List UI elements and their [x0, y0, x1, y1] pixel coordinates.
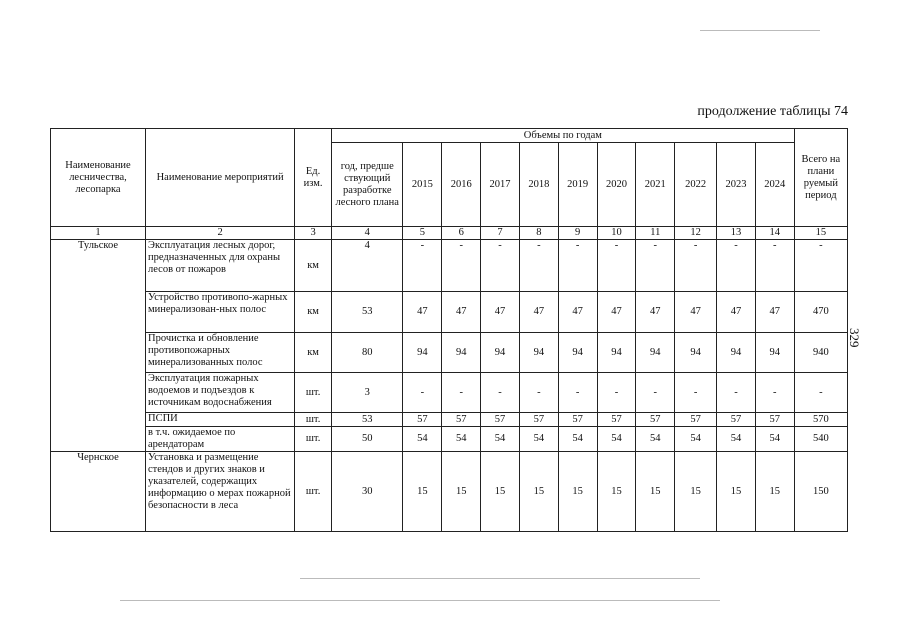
year-value: - [717, 240, 756, 292]
column-number: 3 [295, 227, 332, 240]
year-value: - [558, 373, 597, 413]
year-value: - [755, 373, 794, 413]
total-value: 150 [794, 452, 847, 532]
header-year: 2019 [558, 143, 597, 227]
header-year: 2024 [755, 143, 794, 227]
year-value: 54 [481, 427, 520, 452]
column-number: 9 [558, 227, 597, 240]
year-value: - [403, 373, 442, 413]
header-forestry: Наименование лесничества, лесопарка [51, 129, 146, 227]
year-value: 15 [717, 452, 756, 532]
year-value: - [636, 240, 675, 292]
year-value: 54 [636, 427, 675, 452]
column-number: 8 [519, 227, 558, 240]
header-year: 2022 [675, 143, 717, 227]
year-value: - [675, 373, 717, 413]
table-row [51, 373, 848, 413]
column-number: 5 [403, 227, 442, 240]
year-value: 94 [558, 333, 597, 373]
year-value: 94 [403, 333, 442, 373]
year-value: 94 [481, 333, 520, 373]
year-value: 57 [558, 413, 597, 427]
year-value: 47 [558, 292, 597, 333]
header-year: 2020 [597, 143, 636, 227]
activity-name: в т.ч. ожидаемое по арендаторам [146, 427, 295, 452]
scan-noise [120, 600, 720, 601]
year-value: 47 [717, 292, 756, 333]
year-value: 15 [597, 452, 636, 532]
year-value: 15 [442, 452, 481, 532]
table-row [51, 413, 848, 427]
header-year: 2018 [519, 143, 558, 227]
table-row [51, 427, 848, 452]
year-value: 47 [755, 292, 794, 333]
header-total: Всего на плани руемый период [794, 129, 847, 227]
year-value: 15 [558, 452, 597, 532]
scan-noise [300, 578, 700, 579]
column-number: 4 [331, 227, 403, 240]
year-value: - [717, 373, 756, 413]
activity-name: ПСПИ [146, 413, 295, 427]
column-number: 15 [794, 227, 847, 240]
base-year-value: 50 [331, 427, 403, 452]
unit-cell: шт. [295, 413, 332, 427]
column-number: 10 [597, 227, 636, 240]
column-number: 11 [636, 227, 675, 240]
year-value: 94 [442, 333, 481, 373]
forestry-name: Тульское [51, 240, 146, 452]
column-number: 14 [755, 227, 794, 240]
column-number: 7 [481, 227, 520, 240]
year-value: 15 [403, 452, 442, 532]
year-value: - [442, 240, 481, 292]
column-number: 1 [51, 227, 146, 240]
base-year-value: 30 [331, 452, 403, 532]
total-value: 540 [794, 427, 847, 452]
year-value: 54 [597, 427, 636, 452]
year-value: - [481, 373, 520, 413]
header-year: 2017 [481, 143, 520, 227]
year-value: 54 [403, 427, 442, 452]
column-number: 6 [442, 227, 481, 240]
year-value: 57 [675, 413, 717, 427]
year-value: - [675, 240, 717, 292]
table-continuation-caption: продолжение таблицы 74 [697, 104, 848, 119]
header-activity: Наименование мероприятий [146, 129, 295, 227]
table-row [51, 292, 848, 333]
year-value: - [597, 240, 636, 292]
year-value: 47 [519, 292, 558, 333]
year-value: 94 [519, 333, 558, 373]
year-value: 15 [481, 452, 520, 532]
unit-cell: шт. [295, 427, 332, 452]
scan-noise [700, 30, 820, 31]
fire-safety-measures-table [50, 128, 848, 532]
year-value: 94 [755, 333, 794, 373]
activity-name: Эксплуатация пожарных водоемов и подъездов к источникам водоснабжения [146, 373, 295, 413]
year-value: 94 [636, 333, 675, 373]
table-row [51, 333, 848, 373]
base-year-value: 3 [331, 373, 403, 413]
base-year-value: 53 [331, 292, 403, 333]
column-number: 12 [675, 227, 717, 240]
activity-name: Прочистка и обновление противопожарных минерализованных полос [146, 333, 295, 373]
table-row [51, 240, 848, 292]
year-value: 94 [675, 333, 717, 373]
year-value: - [519, 240, 558, 292]
year-value: - [597, 373, 636, 413]
year-value: 54 [519, 427, 558, 452]
year-value: 47 [481, 292, 520, 333]
year-value: - [519, 373, 558, 413]
year-value: - [558, 240, 597, 292]
year-value: - [481, 240, 520, 292]
year-value: 57 [403, 413, 442, 427]
year-value: 57 [636, 413, 675, 427]
year-value: 54 [442, 427, 481, 452]
header-year: 2023 [717, 143, 756, 227]
year-value: 47 [636, 292, 675, 333]
total-value: 470 [794, 292, 847, 333]
header-year: 2021 [636, 143, 675, 227]
header-year: 2016 [442, 143, 481, 227]
year-value: 57 [442, 413, 481, 427]
unit-cell: шт. [295, 452, 332, 532]
year-value: 47 [675, 292, 717, 333]
base-year-value: 4 [331, 240, 403, 292]
year-value: 57 [519, 413, 558, 427]
year-value: 15 [755, 452, 794, 532]
year-value: 57 [755, 413, 794, 427]
year-value: - [755, 240, 794, 292]
year-value: 54 [717, 427, 756, 452]
year-value: 57 [597, 413, 636, 427]
total-value: 570 [794, 413, 847, 427]
activity-name: Эксплуатация лесных дорог, предназначенных для охраны лесов от пожаров [146, 240, 295, 292]
header-volumes-by-year: Объемы по годам [331, 129, 794, 143]
unit-cell: км [295, 333, 332, 373]
year-value: 15 [675, 452, 717, 532]
activity-name: Устройство противопо-жарных минерализован-ных полос [146, 292, 295, 333]
year-value: - [442, 373, 481, 413]
year-value: 57 [717, 413, 756, 427]
unit-cell: шт. [295, 373, 332, 413]
column-number: 13 [717, 227, 756, 240]
year-value: 54 [755, 427, 794, 452]
year-value: 94 [597, 333, 636, 373]
year-value: 15 [519, 452, 558, 532]
column-number: 2 [146, 227, 295, 240]
unit-cell: км [295, 240, 332, 292]
table-row [51, 452, 848, 532]
year-value: 54 [558, 427, 597, 452]
total-value: - [794, 240, 847, 292]
base-year-value: 80 [331, 333, 403, 373]
year-value: 47 [403, 292, 442, 333]
year-value: 47 [442, 292, 481, 333]
total-value: 940 [794, 333, 847, 373]
header-unit: Ед. изм. [295, 129, 332, 227]
year-value: 47 [597, 292, 636, 333]
year-value: 57 [481, 413, 520, 427]
year-value: 94 [717, 333, 756, 373]
header-year-of-development: год, предше ствующий разработке лесного плана [331, 143, 403, 227]
forestry-name: Чернское [51, 452, 146, 532]
header-year: 2015 [403, 143, 442, 227]
year-value: - [636, 373, 675, 413]
unit-cell: км [295, 292, 332, 333]
total-value: - [794, 373, 847, 413]
year-value: 54 [675, 427, 717, 452]
base-year-value: 53 [331, 413, 403, 427]
activity-name: Установка и размещение стендов и других знаков и указателей, содержащих информацию о мерах пожарной безопасности в леса [146, 452, 295, 532]
year-value: 15 [636, 452, 675, 532]
page-number: 329 [847, 328, 862, 348]
year-value: - [403, 240, 442, 292]
